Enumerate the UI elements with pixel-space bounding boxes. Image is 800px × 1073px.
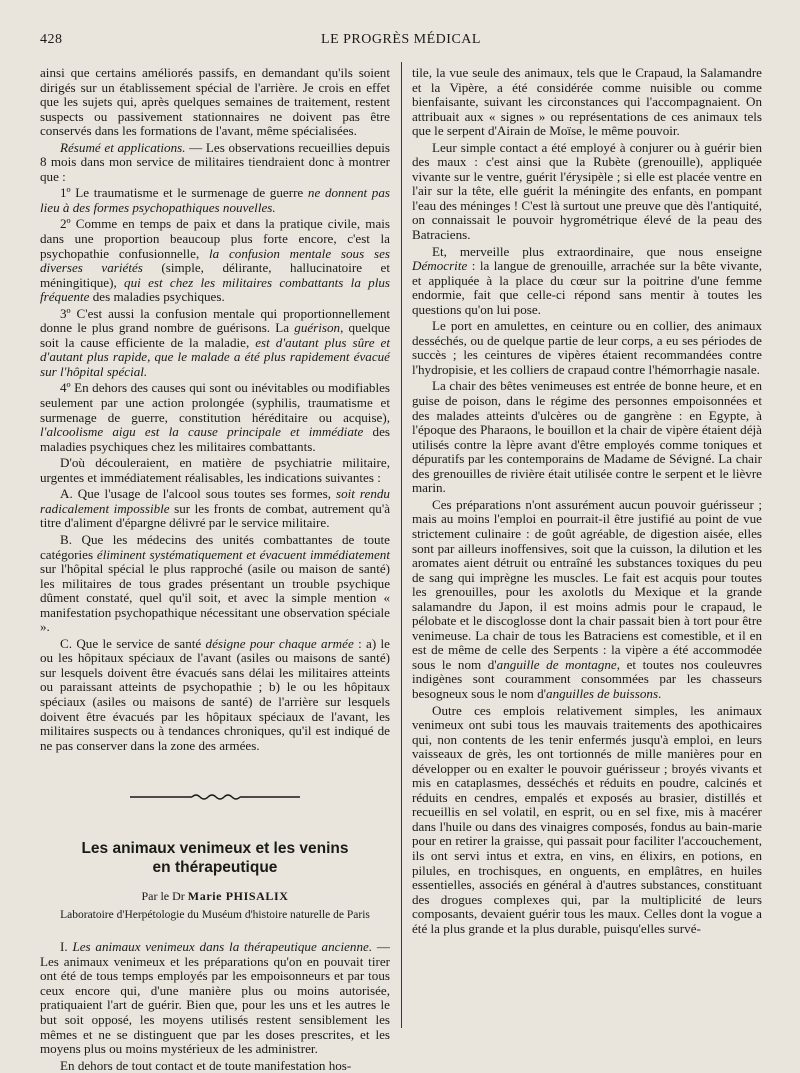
author-affiliation: Laboratoire d'Herpétologie du Muséum d'histoire naturelle de Paris bbox=[60, 908, 370, 921]
page-number: 428 bbox=[40, 32, 63, 47]
emphasis: qui est chez les militaires combattants la plus fréquente bbox=[40, 274, 390, 305]
paragraph: La chair des bêtes venimeuses est entrée de bonne heure, et en guise de poison, dans le régime des personnes empoisonnées et des malades atteints d'ulcères ou de gangrène : en Egypte, à l'époque des Pharaons, le bouillon et la chair de vipère étaient déjà utilisés contre la lèpre avant d'être employés comme toniques et dépuratifs par les contemporains de Madame de Sévigné. La chair des grenouilles de rivière était utilisée contre le serpent et le lièvre marin. bbox=[412, 378, 762, 496]
paragraph bbox=[40, 217, 390, 304]
paragraph bbox=[412, 245, 762, 318]
text: : la langue de grenouille, arrachée sur la bête vivante, et appliquée à la place du cœur sur la poitrine d'une femme endormie, fait que celle-ci répond sans mentir à toutes les questions qu'on lui pose. bbox=[412, 258, 762, 317]
right-column bbox=[412, 66, 762, 1028]
section-lead: Résumé et applications. bbox=[60, 139, 186, 155]
emphasis: la confusion mentale sous ses diverses variétés bbox=[40, 245, 390, 276]
emphasis: guérison bbox=[294, 320, 341, 336]
section-heading: Les animaux venimeux dans la thérapeutique ancienne. bbox=[72, 939, 373, 955]
emphasis: éliminent systématiquement et évacuent immédiatement bbox=[96, 546, 390, 562]
paragraph bbox=[40, 307, 390, 380]
emphasis: Démocrite bbox=[412, 258, 468, 274]
text: . bbox=[658, 685, 662, 701]
paragraph: Le port en amulettes, en ceinture ou en collier, des animaux desséchés, ou de quelque partie de leur corps, a eu ses périodes de succès ; les ceintures de vipères étaient recommandées contre l'hydropisie, et les colliers de crapaud contre l'hémorrhagie nasale. bbox=[412, 318, 762, 377]
paragraph bbox=[40, 381, 390, 454]
column-divider bbox=[401, 62, 402, 1028]
paragraph bbox=[40, 186, 390, 215]
paragraph: ainsi que certains améliorés passifs, en demandant qu'ils soient dirigés sur un établissement spécial de l'arrière. Je crois en effet que les sujets qui, après quelques semaines de traitement, restent suspects ou passivement stationnaires ne doivent pas être conservés dans les formations de l'avant, même spécialisées. bbox=[40, 65, 390, 139]
text: 2º Comme en temps de paix et dans la pratique civile, mais dans une proportion beaucoup plus forte encore, c'est la psychopathie confusionnelle, bbox=[40, 216, 390, 261]
section-separator bbox=[40, 791, 390, 803]
emphasis: anguilles de buissons bbox=[546, 685, 659, 701]
text: — Les animaux venimeux et les préparations qu'on en pouvait tirer ont été de tous temps employés par les empoisonneurs et par tous ceux encore qui, d'une manière plus ou moins autorisée, pratiquaient l'art de guérir. Bien que, pour les uns et les autres le but soit opposé, les moyens utilisés restent sensiblement les mêmes et ne se distinguent que par les doses prescrites, et les moyens plus ou moins mystérieux de les administrer. bbox=[40, 939, 390, 1057]
ornamental-rule-icon bbox=[130, 792, 300, 802]
paragraph bbox=[40, 637, 390, 753]
article-title-line: en thérapeutique bbox=[152, 859, 278, 877]
text: Et, merveille plus extraordinaire, que nous enseigne bbox=[432, 243, 762, 259]
text: des maladies psychiques chez les militaires combattants. bbox=[40, 424, 390, 454]
text: (simple, délirante, hallucinatoire et méningitique), bbox=[40, 260, 390, 290]
left-column bbox=[40, 65, 391, 1073]
author-byline bbox=[40, 889, 390, 904]
text: sur l'hôpital spécial le plus rapproché (asile ou maison de santé) les militaires de tous grades présentant un trouble psychique dûment constaté, quel qu'il soit, et avec la simple mention « manifestation psychopathique nécessitant une observation spéciale ». bbox=[40, 561, 390, 635]
paragraph: En dehors de tout contact et de toute manifestation hos- bbox=[60, 1057, 352, 1073]
page-header bbox=[40, 32, 762, 52]
text: des maladies psychiques. bbox=[89, 289, 225, 305]
author-name: Marie PHISALIX bbox=[187, 889, 289, 904]
emphasis: l'alcoolisme aigu est la cause principale et immédiate bbox=[40, 424, 364, 440]
text: C. Que le service de santé bbox=[60, 635, 206, 651]
emphasis: désigne pour chaque armée bbox=[205, 635, 354, 651]
paragraph: D'où découleraient, en matière de psychiatrie militaire, urgentes et immédiatement réalisables, les indications suivantes : bbox=[40, 455, 390, 485]
text: — Les observations recueillies depuis 8 mois dans mon service de militaires tiendraient donc à montrer que : bbox=[40, 139, 390, 184]
paragraph: Leur simple contact a été employé à conjurer ou à guérir bien des maux : c'est ainsi que la Rubète (grenouille), appliquée vivante sur le ventre, guérit l'érysipèle ; si elle est placée ventre en l'air sur la tête, elle guérit la méningite des enfants, en pompant l'eau des méninges ! C'est là surtout une preuve que dès l'antiquité, on connaissait le pouvoir hygrométrique élevé de la peau des Batraciens. bbox=[412, 139, 762, 243]
text: I. bbox=[60, 939, 73, 955]
article-title bbox=[40, 839, 390, 877]
emphasis: ne donnent pas lieu à des formes psychopathiques nouvelles. bbox=[40, 185, 390, 215]
emphasis: est d'autant plus sûre et d'autant plus rapide, que le malade a été plus rapidement évacué sur l'hôpital spécial. bbox=[40, 334, 390, 379]
byline-prefix: Par le Dr bbox=[141, 889, 188, 904]
paragraph: tile, la vue seule des animaux, tels que le Crapaud, la Salamandre et la Vipère, a été considérée comme nuisible ou comme bienfaisante, suivant les circonstances qui l'accompagnaient. On attribuait aux « signes » ou représentations de ces animaux tels que le serpent d'Airain de Moïse, le même pouvoir. bbox=[412, 65, 762, 139]
paragraph bbox=[40, 940, 390, 1056]
text: Ces préparations n'ont assurément aucun pouvoir guérisseur ; mais au moins l'emploi en pourrait-il être justifié au point de vue strictement culinaire : de goût agréable, de digestion aisée, elles sont par ailleurs inoffensives, soit que la cuisson, la dilution et les aromates aient détruit ou entraîné les substances toxiques du peu de sang qui imprègne les muscles. Le fait est acquis pour toutes les grenouilles, pour les axolotls du Mexique et la grande salamandre du Japon, il est moins admis pour le crapaud, le pélobate et le discoglosse dont la chair passait bien à tort pour être venimeuse. La chair de tous les Batraciens est comestible, et il en est de même de celle des Serpents : la vipère a été accommodée sous le nom d' bbox=[412, 496, 762, 672]
paragraph bbox=[40, 141, 390, 185]
journal-title: LE PROGRÈS MÉDICAL bbox=[321, 32, 481, 47]
text: 1º Le traumatisme et le surmenage de guerre bbox=[60, 185, 308, 201]
text: : a) le ou les hôpitaux spéciaux de l'avant (asiles ou maisons de santé) sur lesquels doivent être évacués sans délai les militaires atteints ou paraissant atteints de psychopathie ; b) le ou les hôpitaux spéciaux (asiles ou maisons de santé) de l'arrière sur lesquels doivent être évacués par les hôpitaux spéciaux de l'avant, les militaires suspects ou à tendances chroniques, qu'il est indiqué de ne pas conserver dans la zone des armées. bbox=[40, 635, 390, 753]
text: sur les fronts de combat, autrement qu'à titre d'aliment d'épargne délivré par le service militaire. bbox=[40, 500, 391, 531]
text: , quelque soit la cause efficiente de la maladie, bbox=[40, 320, 391, 350]
text: 3º C'est aussi la confusion mentale qui proportionnellement donne le plus grand nombre de guérisons. La bbox=[40, 305, 390, 336]
paragraph: Outre ces emplois relativement simples, les animaux venimeux ont subi tous les mauvais traitements des apothicaires qui, non contents de les tenir enfermés jusqu'à emploi, en leurs vaisseaux de grès, les ont tortionnés de mille manières pour en développer ou en exalter le pouvoir guérisseur ; broyés vivants et mis en cataplasmes, desséchés et réduits en poudre, calcinés et réduits en cendres, empalés et exposés au brasier, distillés et recueillis en sel volatil, en esprit, ou en sel fixe, mis à macérer dans l'huile ou dans des vinaigres composés, fondus au bain-marie pour en retirer la graisse, qui passait pour faciliter l'accouchement, ils ont servi intus et extra, en vins, en élixirs, en potions, en pilules, en trochisques, en onguents, en emplâtres, en huiles essentielles, associés en général à d'autres substances, constituant des drogues complexes qui, par la multiplicité de leurs composants, devaient guérir tous les maux. Celles dont la vogue a été la plus grande et la plus durable, puisqu'elles survé- bbox=[412, 702, 762, 936]
paragraph bbox=[40, 487, 390, 531]
article-title-line: Les animaux venimeux et les venins bbox=[81, 840, 349, 858]
text: , et toutes nos couleuvres indigènes sont couramment consommées par les chasseurs besogneux sous le nom d' bbox=[412, 656, 762, 701]
paragraph bbox=[40, 533, 390, 635]
text: A. Que l'usage de l'alcool sous toutes ses formes, bbox=[60, 486, 336, 502]
emphasis: anguille de montagne bbox=[496, 656, 617, 672]
paragraph bbox=[412, 498, 762, 702]
emphasis: soit rendu radicalement impossible bbox=[40, 486, 390, 516]
text: 4º En dehors des causes qui sont ou inévitables ou modifiables seulement par une action prolongée (syphilis, traumatisme et surmenage de guerre, constitution héréditaire ou acquise), bbox=[40, 380, 390, 425]
text: B. Que les médecins des unités combattantes de toute catégories bbox=[40, 531, 390, 562]
